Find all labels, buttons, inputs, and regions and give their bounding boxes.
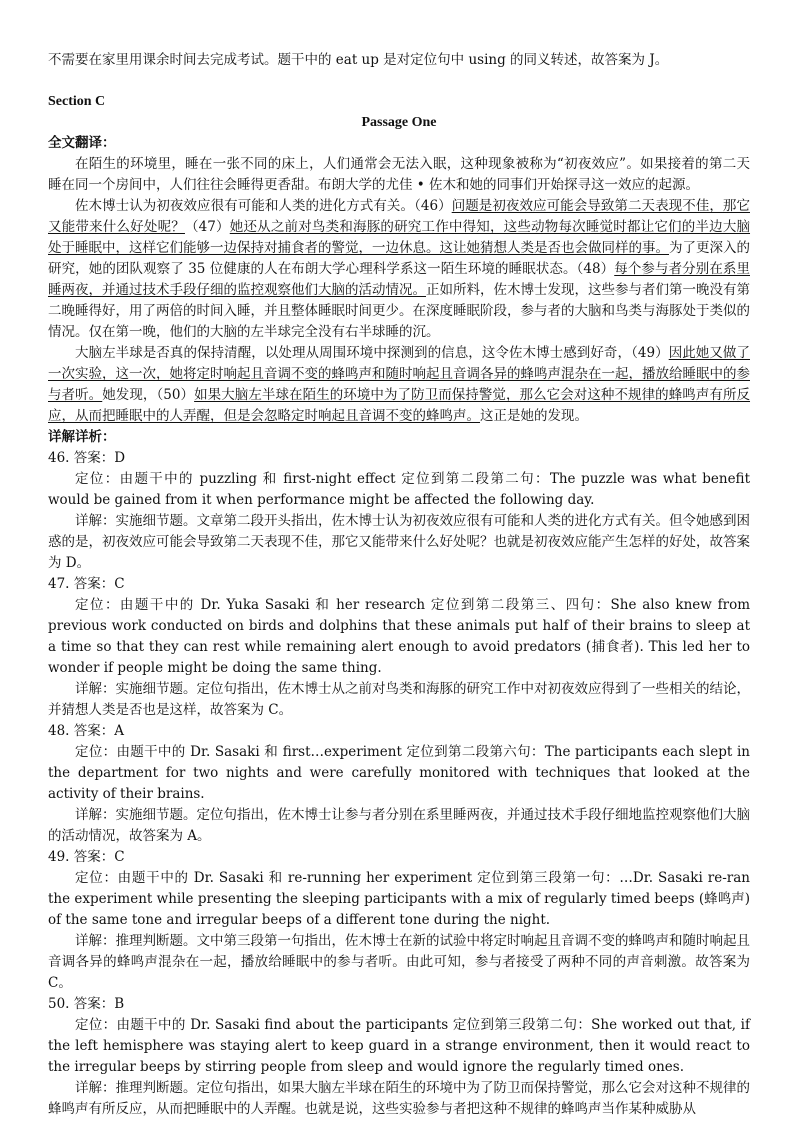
locate-paragraph: 定位：由题干中的 puzzling 和 first-night effect 定位到第二段第二句：The puzzle was what benefit would be gained from it when performance might be affected the following day. [48, 471, 750, 508]
underlined-answer-47: 她还从之前对鸟类和海豚的研究工作中得知，这些动物每次睡觉时都让它们的半边大脑处于睡眠中，这样它们能够一边保持对捕食者的警觉，一边休息。这让她猜想人类是否也会做同样的事。 [48, 219, 751, 256]
translation-text: 佐木博士认为初夜效应很有可能和人类的进化方式有关。 [75, 198, 415, 214]
answer-line: 50. 答案：B [48, 996, 125, 1012]
explain-paragraph: 详解：实施细节题。定位句指出，佐木博士从之前对鸟类和海豚的研究工作中对初夜效应得到了一些相关的结论，并猜想人类是否也是这样，故答案为 C。 [48, 681, 750, 718]
question-marker-46: （46） [414, 198, 452, 214]
translation-text: 这正是她的发现。 [480, 408, 588, 424]
locate-paragraph: 定位：由题干中的 Dr. Sasaki 和 re-running her experiment 定位到第三段第一句：…Dr. Sasaki re-ran the experiment while presenting the sleeping participants with a mix of regularly timed beeps (蜂鸣声) of the same tone and irregular beeps of a different tone during the night. [48, 870, 750, 928]
question-marker-47: （47） [184, 219, 230, 235]
answer-line: 46. 答案：D [48, 450, 126, 466]
locate-paragraph: 定位：由题干中的 Dr. Sasaki find about the participants 定位到第三段第二句：She worked out that, if the left hemisphere was staying alert to keep guard in a strange environment, then it would react to the irregular beeps by stirring people from sleep and would ignore the regularly timed ones. [48, 1017, 750, 1075]
analysis-item-46 [48, 448, 750, 574]
explain-paragraph: 详解：推理判断题。文中第三段第一句指出，佐木博士在新的试验中将定时响起且音调不变的蜂鸣声和随时响起且音调各异的蜂鸣声混杂在一起，播放给睡眠中的参与者听。由此可知，参与者接受了两种不同的声音刺激。故答案为 C。 [48, 933, 750, 991]
explain-paragraph: 详解：实施细节题。文章第二段开头指出，佐木博士认为初夜效应很有可能和人类的进化方式有关。但令她感到困惑的是，初夜效应可能会导致第二天表现不佳，那它又能带来什么好处呢？也就是初夜效应能产生怎样的好处，故答案为 D。 [48, 513, 750, 571]
question-marker-49: （49） [631, 345, 669, 361]
translation-text: 大脑左半球是否真的保持清醒，以处理从周围环境中探测到的信息，这令佐木博士感到好奇， [75, 345, 632, 361]
underlined-answer-46: 问题是初夜效应可能会导致第二天表现不佳，那它又能带来什么好处呢？ [48, 198, 750, 235]
intro-paragraph: 不需要在家里用课余时间去完成考试。题干中的 eat up 是对定位句中 using 的同义转述，故答案为 J。 [48, 52, 669, 68]
locate-paragraph: 定位：由题干中的 Dr. Yuka Sasaki 和 her research 定位到第二段第三、四句：She also knew from previous work conducted on birds and dolphins that these animals put half of their brains to sleep at a time so that they can rest while remaining alert enough to avoid predators (捕食者). This led her to wonder if people might be doing the same thing. [48, 597, 750, 676]
translation-heading: 全文翻译： [48, 135, 116, 151]
passage-title: Passage One [361, 115, 437, 130]
answer-line: 48. 答案：A [48, 723, 125, 739]
translation-paragraph-2 [48, 196, 750, 343]
analysis-item-47 [48, 574, 750, 721]
analysis-heading: 详解详析： [48, 429, 116, 445]
translation-text: 为了更深入的研究，她的团队观察了 35 位健康的人在布朗大学心理科学系这一陌生环境的睡眠状态。 [48, 240, 750, 277]
section-heading: Section C [48, 94, 106, 109]
explain-paragraph: 详解：推理判断题。定位句指出，如果大脑左半球在陌生的环境中为了防卫而保持警觉，那么它会对这种不规律的蜂鸣声有所反应，从而把睡眠中的人弄醒。也就是说，这些实验参与者把这种不规律的蜂鸣声当作某种威胁从 [48, 1080, 750, 1117]
translation-paragraph-1: 在陌生的环境里，睡在一张不同的床上，人们通常会无法入眠，这种现象被称为“初夜效应”。如果接着的第二天睡在同一个房间中，人们往往会睡得更香甜。布朗大学的尤佳 • 佐木和她的同事们开始探寻这一效应的起源。 [48, 156, 750, 193]
document-page [48, 50, 750, 1120]
question-marker-48: （48） [576, 261, 615, 277]
translation-text: 她发现， [102, 387, 157, 403]
translation-paragraph-3 [48, 343, 750, 427]
locate-paragraph: 定位：由题干中的 Dr. Sasaki 和 first…experiment 定位到第二段第六句：The participants each slept in the department for two nights and were carefully monitored with techniques that looked at the activity of their brains. [48, 744, 750, 802]
analysis-item-48 [48, 721, 750, 847]
analysis-item-49 [48, 847, 750, 994]
translation-text: 正如所料，佐木博士发现，这些参与者们第一晚没有第二晚睡得好，用了两倍的时间入睡，并且整体睡眠时间更少。在深度睡眠阶段，参与者的大脑和鸟类与海豚处于类似的情况。仅在第一晚，他们的大脑的左半球完全没有右半球睡的沉。 [48, 282, 750, 340]
answer-line: 47. 答案：C [48, 576, 125, 592]
underlined-answer-48: 每个参与者分别在系里睡两夜，并通过技术手段仔细的监控观察他们大脑的活动情况。 [48, 261, 750, 298]
analysis-item-50 [48, 994, 750, 1120]
answer-line: 49. 答案：C [48, 849, 125, 865]
underlined-answer-49: 因此她又做了一次实验，这一次，她将定时响起且音调不变的蜂鸣声和随时响起且音调各异的蜂鸣声混杂在一起，播放给睡眠中的参与者听。 [48, 345, 750, 403]
question-marker-50: （50） [156, 387, 195, 403]
underlined-answer-50: 如果大脑左半球在陌生的环境中为了防卫而保持警觉，那么它会对这种不规律的蜂鸣声有所反应，从而把睡眠中的人弄醒，但是会忽略定时响起且音调不变的蜂鸣声。 [48, 387, 751, 424]
explain-paragraph: 详解：实施细节题。定位句指出，佐木博士让参与者分别在系里睡两夜，并通过技术手段仔细地监控观察他们大脑的活动情况，故答案为 A。 [48, 807, 750, 844]
